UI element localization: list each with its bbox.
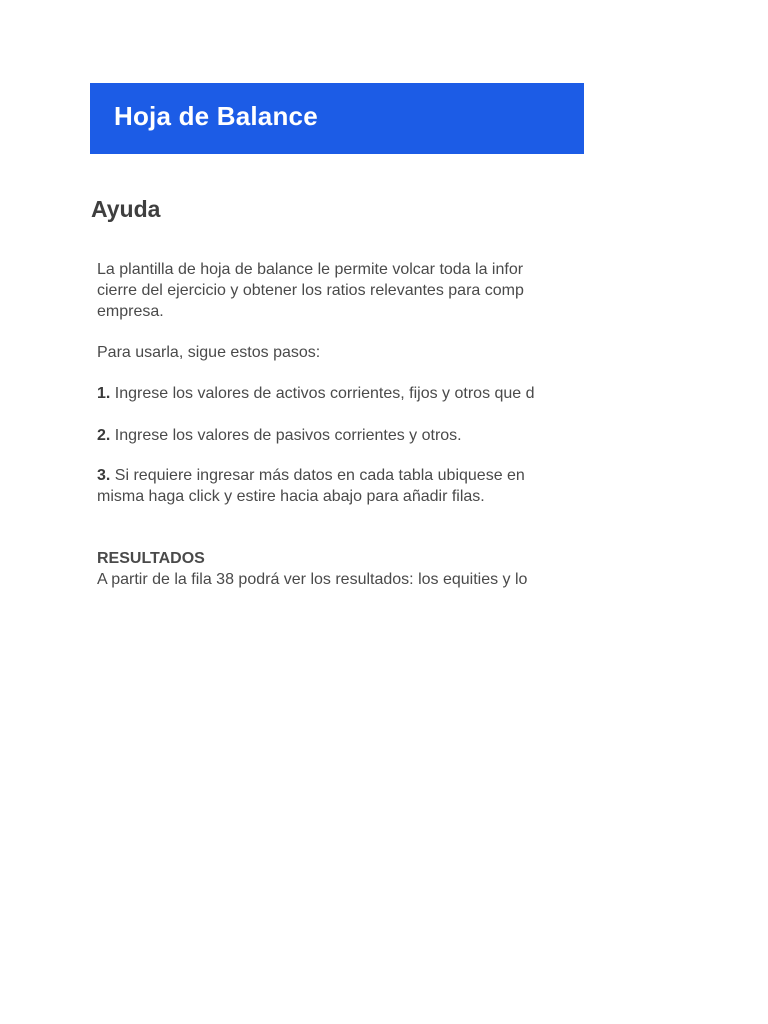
step-1-number: 1. [97, 385, 111, 402]
step-1 [97, 383, 535, 404]
intro-line-3: empresa. [97, 303, 164, 320]
step-3-continuation: misma haga click y estire hacia abajo para añadir filas. [97, 488, 485, 505]
step-1-text: Ingrese los valores de activos corrientes, fijos y otros que d [110, 385, 535, 402]
intro-line-2: cierre del ejercicio y obtener los ratios relevantes para comp [97, 282, 524, 299]
results-text: A partir de la fila 38 podrá ver los resultados: los equities y lo [97, 571, 528, 588]
step-2-number: 2. [97, 427, 111, 444]
step-3-text: Si requiere ingresar más datos en cada tabla ubiquese en [110, 467, 525, 484]
help-heading: Ayuda [91, 196, 161, 222]
results-heading: RESULTADOS [97, 550, 205, 567]
step-3 [97, 465, 525, 486]
page-title: Hoja de Balance [114, 101, 318, 131]
intro-line-1: La plantilla de hoja de balance le permite volcar toda la infor [97, 261, 524, 278]
usage-line: Para usarla, sigue estos pasos: [97, 344, 321, 361]
step-3-number: 3. [97, 467, 111, 484]
step-2-text: Ingrese los valores de pasivos corrientes y otros. [110, 427, 462, 444]
step-2 [97, 425, 462, 446]
header-banner [90, 83, 584, 154]
